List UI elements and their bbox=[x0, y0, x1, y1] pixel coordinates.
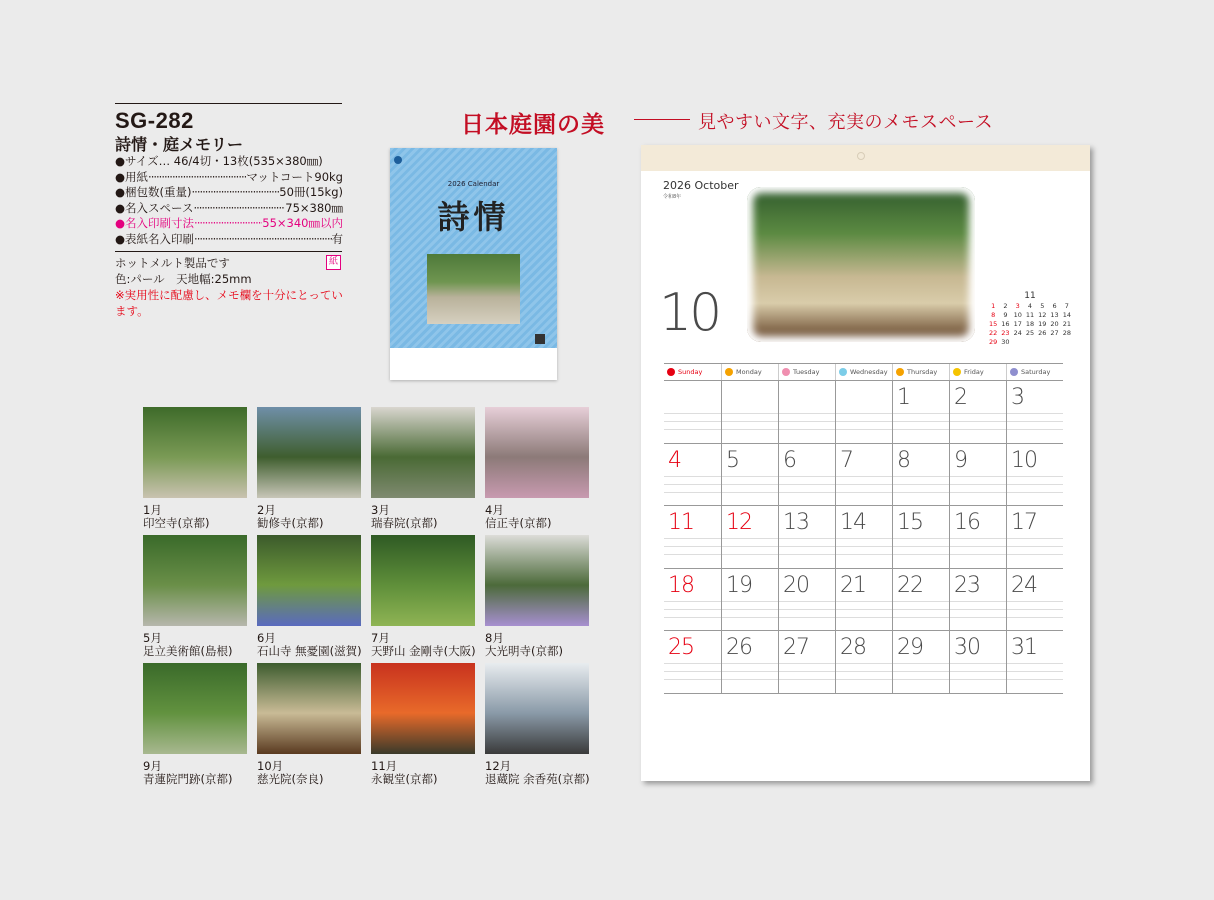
note-color: 色:パール 天地幅:25mm bbox=[115, 272, 252, 286]
note-caution: ※実用性に配慮し、メモ欄を十分にとっています。 bbox=[115, 288, 343, 318]
mini-day: 4 bbox=[1027, 302, 1033, 310]
weekday-label: Saturday bbox=[1006, 364, 1063, 380]
weekday-dot-icon bbox=[782, 368, 790, 376]
day-number: 12 bbox=[726, 510, 752, 535]
mini-day: 3 bbox=[1015, 302, 1020, 310]
day-cell bbox=[949, 631, 1006, 694]
day-cell bbox=[1006, 569, 1063, 632]
day-number: 22 bbox=[897, 572, 923, 598]
thumbnail-month: 6月 bbox=[257, 631, 276, 645]
day-cell bbox=[778, 631, 835, 694]
mini-day: 10 bbox=[1013, 311, 1022, 319]
calendar-cover bbox=[390, 148, 557, 380]
day-cell bbox=[835, 381, 892, 444]
day-cell bbox=[892, 444, 949, 507]
day-number: 11 bbox=[668, 510, 694, 535]
garden-photo bbox=[143, 663, 247, 754]
garden-photo bbox=[371, 535, 475, 626]
mini-day: 19 bbox=[1038, 320, 1047, 328]
thumbnail-month: 9月 bbox=[143, 759, 162, 773]
day-cell bbox=[721, 506, 778, 569]
spec-size: ●サイズ… 46/4切・13枚(535×380㎜) bbox=[115, 154, 323, 168]
spec-cover-print: ●表紙名入印刷 ····· 有 bbox=[115, 232, 343, 248]
thumbnail-month: 12月 bbox=[485, 759, 512, 773]
day-cells bbox=[664, 381, 1063, 694]
note-hotmelt: ホットメルト製品です bbox=[115, 256, 230, 270]
mini-day: 28 bbox=[1062, 329, 1071, 337]
day-number: 10 bbox=[1011, 447, 1037, 473]
spec-packing: ●梱包数(重量) ····· 50冊(15kg) bbox=[115, 185, 343, 201]
spec-rule bbox=[115, 251, 342, 252]
garden-photo bbox=[371, 663, 475, 754]
day-cell bbox=[1006, 506, 1063, 569]
month-thumbnail bbox=[257, 663, 361, 786]
thumbnail-location: 退蔵院 余香苑(京都) bbox=[485, 772, 590, 786]
mini-day: 29 bbox=[989, 338, 998, 346]
thumbnail-location: 勧修寺(京都) bbox=[257, 516, 324, 530]
thumbnail-location: 大光明寺(京都) bbox=[485, 644, 563, 658]
mini-calendar-title: 11 bbox=[1024, 291, 1036, 301]
mini-day: 12 bbox=[1038, 311, 1047, 319]
month-thumbnail bbox=[485, 663, 590, 786]
thumbnail-location: 足立美術館(島根) bbox=[143, 644, 233, 658]
calendar-photo bbox=[747, 187, 975, 342]
weekday-dot-icon bbox=[1010, 368, 1018, 376]
garden-photo bbox=[371, 407, 475, 498]
day-cell bbox=[949, 444, 1006, 507]
day-number: 26 bbox=[726, 635, 752, 660]
calendar-year: 2026 October bbox=[663, 179, 739, 192]
day-cell bbox=[892, 506, 949, 569]
day-cell bbox=[892, 381, 949, 444]
day-number: 27 bbox=[783, 635, 809, 660]
qr-code-icon bbox=[535, 334, 545, 344]
day-number: 4 bbox=[668, 447, 681, 473]
month-thumbnail bbox=[257, 535, 362, 658]
day-cell bbox=[721, 631, 778, 694]
day-cell bbox=[835, 506, 892, 569]
thumbnail-location: 石山寺 無憂園(滋賀) bbox=[257, 644, 362, 658]
cover-photo bbox=[427, 254, 520, 324]
mini-day: 5 bbox=[1040, 302, 1045, 310]
day-number: 9 bbox=[954, 447, 967, 473]
day-cell bbox=[778, 569, 835, 632]
big-month-number: 10 bbox=[659, 283, 720, 343]
day-cell bbox=[949, 569, 1006, 632]
day-cell bbox=[949, 381, 1006, 444]
mini-day: 9 bbox=[1003, 311, 1008, 319]
day-number: 23 bbox=[954, 572, 980, 598]
mini-day: 1 bbox=[991, 302, 996, 310]
mini-day: 25 bbox=[1025, 329, 1035, 337]
spec-list bbox=[115, 154, 343, 247]
weekday-label: Thursday bbox=[892, 364, 949, 380]
paper-badge: 紙 bbox=[326, 255, 341, 270]
thumbnail-location: 天野山 金剛寺(大阪) bbox=[371, 644, 476, 658]
garden-photo bbox=[143, 535, 247, 626]
day-number: 1 bbox=[897, 385, 910, 410]
day-number: 7 bbox=[840, 447, 853, 473]
day-cell bbox=[1006, 631, 1063, 694]
day-number: 18 bbox=[668, 572, 694, 598]
weekday-label: Friday bbox=[949, 364, 1006, 380]
thumbnail-month: 3月 bbox=[371, 503, 390, 517]
day-cell bbox=[664, 569, 721, 632]
day-number: 29 bbox=[897, 635, 923, 660]
mini-day: 6 bbox=[1052, 302, 1057, 310]
header-rule bbox=[115, 103, 342, 104]
day-number: 5 bbox=[726, 447, 739, 473]
day-number: 17 bbox=[1011, 510, 1037, 535]
calendar-era: 令和8年 bbox=[663, 194, 682, 200]
weekday-header bbox=[664, 363, 1063, 381]
calendar-binding-band bbox=[641, 145, 1090, 171]
calendar-page bbox=[641, 145, 1090, 781]
day-number: 6 bbox=[783, 447, 796, 473]
day-number: 25 bbox=[668, 635, 694, 660]
day-cell bbox=[892, 631, 949, 694]
day-cell bbox=[664, 631, 721, 694]
hang-hole-icon bbox=[857, 152, 865, 160]
mini-day: 23 bbox=[1001, 329, 1010, 337]
thumbnail-month: 7月 bbox=[371, 631, 390, 645]
day-number: 16 bbox=[954, 510, 980, 535]
day-number: 8 bbox=[897, 447, 910, 473]
day-cell bbox=[664, 444, 721, 507]
thumbnail-month: 10月 bbox=[257, 759, 284, 773]
thumbnail-location: 印空寺(京都) bbox=[143, 516, 210, 530]
weekday-label: Monday bbox=[721, 364, 778, 380]
month-thumbnail bbox=[143, 407, 247, 530]
thumbnail-month: 5月 bbox=[143, 631, 162, 645]
day-number: 15 bbox=[897, 510, 923, 535]
mini-calendar bbox=[987, 291, 1073, 347]
product-notes bbox=[115, 255, 345, 319]
day-number: 30 bbox=[954, 635, 980, 660]
thumbnail-location: 青蓮院門跡(京都) bbox=[143, 772, 233, 786]
cover-title: 詩情 bbox=[437, 198, 510, 236]
day-cell bbox=[949, 506, 1006, 569]
month-thumbnail bbox=[485, 535, 589, 658]
weekday-dot-icon bbox=[839, 368, 847, 376]
mini-day: 16 bbox=[1001, 320, 1010, 328]
mini-day: 7 bbox=[1064, 302, 1069, 310]
headline-sub: 見やすい文字、充実のメモスペース bbox=[698, 112, 994, 133]
day-cell bbox=[835, 631, 892, 694]
day-cell bbox=[721, 569, 778, 632]
garden-photo bbox=[257, 407, 361, 498]
mini-day: 30 bbox=[1001, 338, 1010, 346]
weekday-dot-icon bbox=[896, 368, 904, 376]
day-number: 19 bbox=[726, 572, 752, 598]
cover-logo-icon bbox=[394, 156, 402, 164]
mini-day: 2 bbox=[1003, 302, 1008, 310]
day-cell bbox=[1006, 381, 1063, 444]
thumbnail-location: 信正寺(京都) bbox=[485, 516, 552, 530]
month-thumbnail bbox=[371, 407, 475, 530]
spec-print-size: ●名入印刷寸法 ····· 55×340㎜以内 bbox=[115, 216, 343, 232]
mini-day: 18 bbox=[1025, 320, 1035, 328]
mini-calendar-grid bbox=[987, 302, 1073, 347]
day-number: 2 bbox=[954, 385, 967, 410]
garden-photo bbox=[257, 535, 361, 626]
weekday-label: Tuesday bbox=[778, 364, 835, 380]
thumbnail-month: 4月 bbox=[485, 503, 504, 517]
day-cell bbox=[778, 506, 835, 569]
weekday-dot-icon bbox=[953, 368, 961, 376]
day-number: 28 bbox=[840, 635, 866, 660]
day-cell bbox=[835, 569, 892, 632]
thumbnail-location: 永観堂(京都) bbox=[371, 772, 438, 786]
month-thumbnail bbox=[143, 535, 247, 658]
product-model: SG-282 bbox=[115, 108, 194, 133]
day-cell bbox=[664, 506, 721, 569]
thumbnail-month: 8月 bbox=[485, 631, 504, 645]
day-number: 13 bbox=[783, 510, 809, 535]
month-thumbnail bbox=[371, 535, 476, 658]
weekday-dot-icon bbox=[725, 368, 733, 376]
month-thumbnail bbox=[257, 407, 361, 530]
day-cell bbox=[721, 444, 778, 507]
garden-photo bbox=[485, 535, 589, 626]
garden-photo bbox=[485, 407, 589, 498]
day-number: 31 bbox=[1011, 635, 1037, 660]
month-thumbnail bbox=[485, 407, 589, 530]
product-name: 詩情・庭メモリー bbox=[115, 135, 244, 154]
thumbnail-month: 11月 bbox=[371, 759, 398, 773]
day-number: 3 bbox=[1011, 385, 1024, 410]
mini-day: 22 bbox=[989, 329, 998, 337]
thumbnail-location: 瑞春院(京都) bbox=[371, 516, 438, 530]
month-thumbnail bbox=[143, 663, 247, 786]
mini-day: 27 bbox=[1050, 329, 1059, 337]
day-cell bbox=[778, 381, 835, 444]
mini-day: 14 bbox=[1062, 311, 1071, 319]
day-cell bbox=[664, 381, 721, 444]
mini-day: 8 bbox=[991, 311, 996, 319]
day-number: 24 bbox=[1011, 572, 1037, 598]
month-thumbnail bbox=[371, 663, 475, 786]
mini-day: 21 bbox=[1062, 320, 1071, 328]
calendar-grid bbox=[664, 363, 1063, 694]
thumbnail-month: 1月 bbox=[143, 503, 162, 517]
mini-day: 24 bbox=[1013, 329, 1022, 337]
thumbnail-month: 2月 bbox=[257, 503, 276, 517]
mini-day: 11 bbox=[1025, 311, 1035, 319]
weekday-label: Wednesday bbox=[835, 364, 892, 380]
mini-day: 20 bbox=[1050, 320, 1059, 328]
mini-day: 26 bbox=[1038, 329, 1047, 337]
weekday-dot-icon bbox=[667, 368, 675, 376]
mini-day: 17 bbox=[1013, 320, 1022, 328]
spec-name-space: ●名入スペース ····· 75×380㎜ bbox=[115, 201, 343, 217]
headline-dash bbox=[634, 119, 690, 120]
day-cell bbox=[892, 569, 949, 632]
day-number: 14 bbox=[840, 510, 866, 535]
day-cell bbox=[1006, 444, 1063, 507]
mini-day: 15 bbox=[989, 320, 998, 328]
spec-paper: ●用紙 ····· マットコート90kg bbox=[115, 170, 343, 186]
garden-photo bbox=[257, 663, 361, 754]
day-cell bbox=[721, 381, 778, 444]
day-number: 20 bbox=[783, 572, 809, 598]
headline-main: 日本庭園の美 bbox=[461, 111, 605, 138]
mini-day: 13 bbox=[1050, 311, 1059, 319]
cover-year: 2026 Calendar bbox=[447, 180, 500, 188]
thumbnail-location: 慈光院(奈良) bbox=[257, 772, 324, 786]
day-cell bbox=[835, 444, 892, 507]
day-number: 21 bbox=[840, 572, 866, 598]
day-cell bbox=[778, 444, 835, 507]
garden-photo bbox=[485, 663, 589, 754]
weekday-label: Sunday bbox=[664, 364, 721, 380]
cover-background bbox=[390, 148, 557, 348]
garden-photo bbox=[143, 407, 247, 498]
